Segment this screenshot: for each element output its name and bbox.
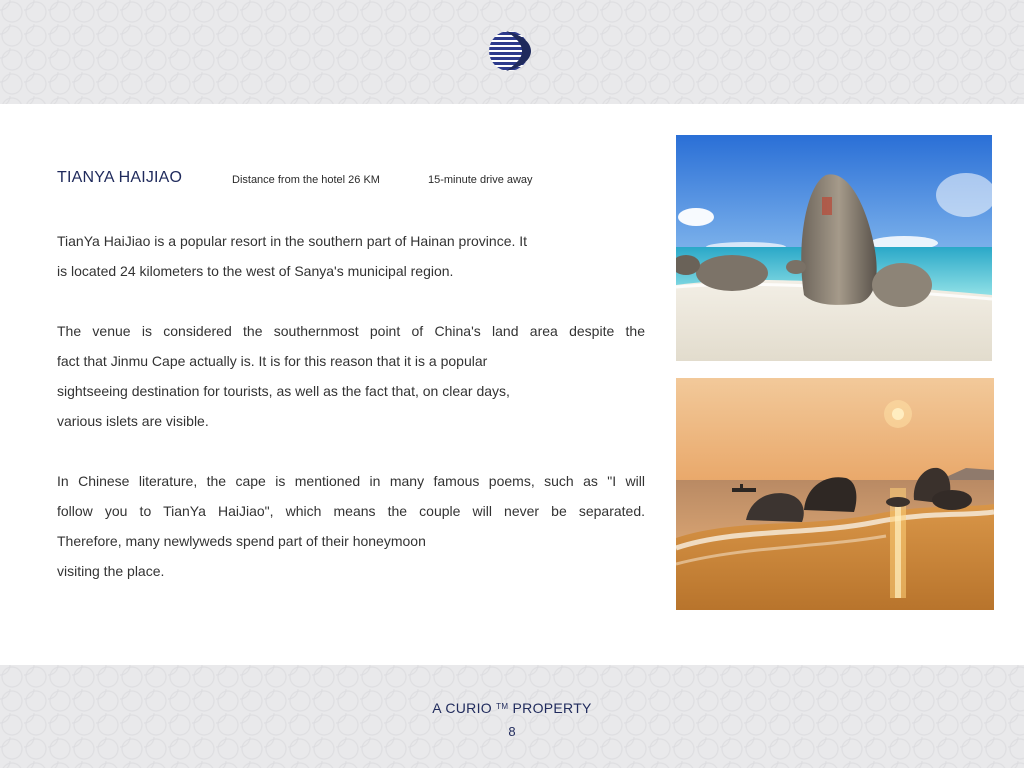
description-body xyxy=(57,226,645,616)
brand-globe-arrow-icon xyxy=(489,29,533,73)
text-line: follow you to TianYa HaiJiao", which means the couple will never be separated. xyxy=(57,503,645,519)
footer-band xyxy=(0,665,1024,768)
text-line: fact that Jinmu Cape actually is. It is for this reason that it is a popular xyxy=(57,353,488,369)
drive-time-label: 15-minute drive away xyxy=(428,174,533,186)
text-line: is located 24 kilometers to the west of Sanya's municipal region. xyxy=(57,263,454,279)
text-line: visiting the place. xyxy=(57,563,165,579)
paragraph-1 xyxy=(57,226,645,286)
section-title: TIANYA HAIJIAO xyxy=(57,169,183,186)
sunset-beach-photo xyxy=(676,378,994,610)
brand-text: A CURIO xyxy=(432,700,492,716)
text-line: various islets are visible. xyxy=(57,413,209,429)
text-line: The venue is considered the southernmost point of China's land area despite the xyxy=(57,323,645,339)
brand-suffix: PROPERTY xyxy=(512,700,592,716)
paragraph-3 xyxy=(57,466,645,586)
page-number: 8 xyxy=(508,724,516,739)
header-band xyxy=(0,0,1024,104)
text-line: In Chinese literature, the cape is mentioned in many famous poems, such as "I will xyxy=(57,473,645,489)
paragraph-2 xyxy=(57,316,645,436)
trademark-mark: TM xyxy=(496,702,509,711)
distance-label: Distance from the hotel 26 KM xyxy=(232,174,380,186)
section-heading-row xyxy=(57,169,657,191)
text-line: sightseeing destination for tourists, as well as the fact that, on clear days, xyxy=(57,383,510,399)
footer-brand xyxy=(0,700,1024,716)
text-line: TianYa HaiJiao is a popular resort in the southern part of Hainan province. It xyxy=(57,233,528,249)
text-line: Therefore, many newlyweds spend part of their honeymoon xyxy=(57,533,426,549)
beach-rocks-photo xyxy=(676,135,992,361)
